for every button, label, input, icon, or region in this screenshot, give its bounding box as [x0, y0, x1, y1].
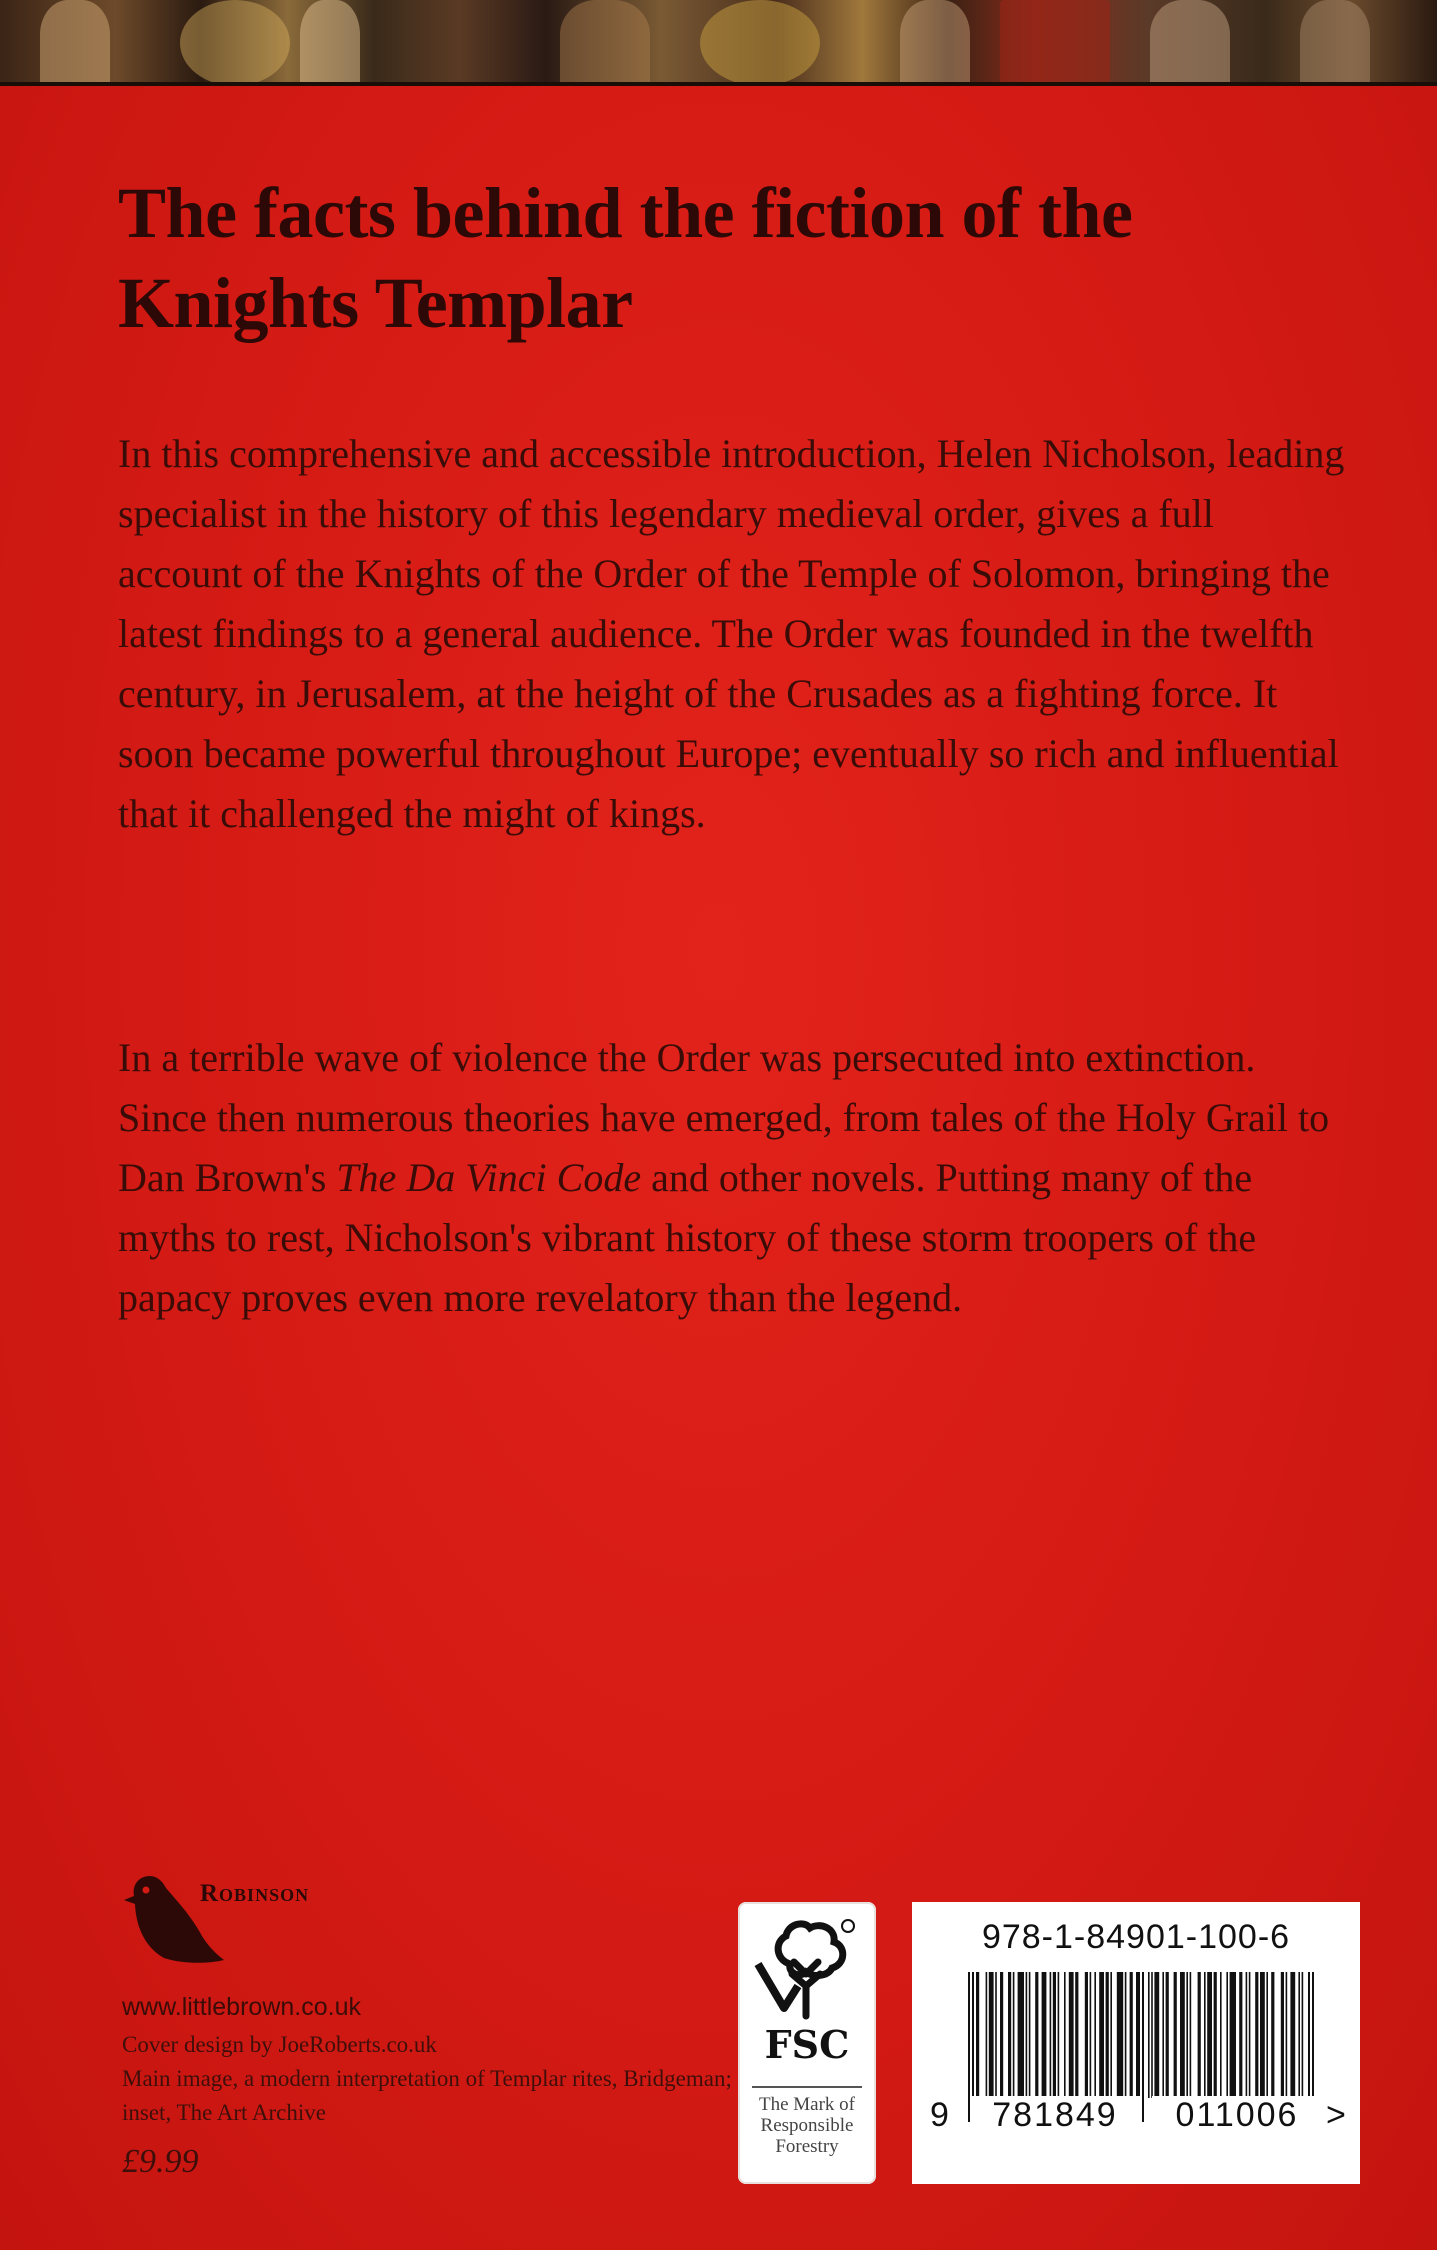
book-title-reference: The Da Vinci Code	[336, 1155, 642, 1200]
barcode-label	[912, 1902, 1360, 2184]
headline: The facts behind the fiction of the Knights Templar	[118, 173, 1133, 343]
header-image-banner	[0, 0, 1437, 86]
image-credit: Main image, a modern interpretation of Templar rites, Bridgeman; inset, The Art Archive	[122, 2066, 732, 2125]
fsc-label: FSC	[764, 2022, 850, 2067]
price: £9.99	[122, 2143, 199, 2180]
blurb-paragraph-1: In this comprehensive and accessible introduction, Helen Nicholson, leading specialist in the history of this legendary medieval order, gives a full account of the Knights of the Order of the Temple of Solomon, bringing the latest findings to a general audience. The Order was founded in the twelfth century, in Jerusalem, at the height of the Crusades as a fighting force. It soon became powerful throughout Europe; eventually so rich and influential that it challenged the might of kings.	[118, 431, 1345, 836]
publisher-logo	[120, 1866, 420, 1966]
cover-design-credit: Cover design by JoeRoberts.co.uk	[122, 2032, 437, 2057]
fsc-mark-text: The Mark of Responsible Forestry	[758, 2094, 856, 2157]
publisher-name: Robinson	[200, 1880, 310, 1907]
isbn-number: 978-1-84901-100-6	[981, 1918, 1291, 1956]
fsc-tree-icon	[748, 1916, 866, 2026]
credits-block	[122, 1990, 742, 2184]
ean-right-group: 011006	[1152, 2096, 1322, 2135]
publisher-website: www.littlebrown.co.uk	[122, 1993, 361, 2021]
blurb-paragraph-2-start: In a terrible wave of violence the Order was persecuted into extinction. Since then numerous theories have emerged, from tales of the Holy Grail to Dan Brown's	[118, 1035, 1330, 1200]
blurb-paragraph-2	[118, 1028, 1348, 1328]
ean-digits	[930, 2096, 1346, 2146]
ean-left-group: 781849	[970, 2096, 1140, 2135]
blurb-paragraph-2-end: and other novels. Putting many of the myths to rest, Nicholson's vibrant history of these storm troopers of the papacy proves even more revelatory than the legend.	[118, 1155, 1257, 1320]
ean-first-digit: 9	[930, 2096, 949, 2134]
fsc-logo	[738, 1902, 876, 2184]
ean-quiet-zone-arrow: >	[1326, 2096, 1346, 2134]
